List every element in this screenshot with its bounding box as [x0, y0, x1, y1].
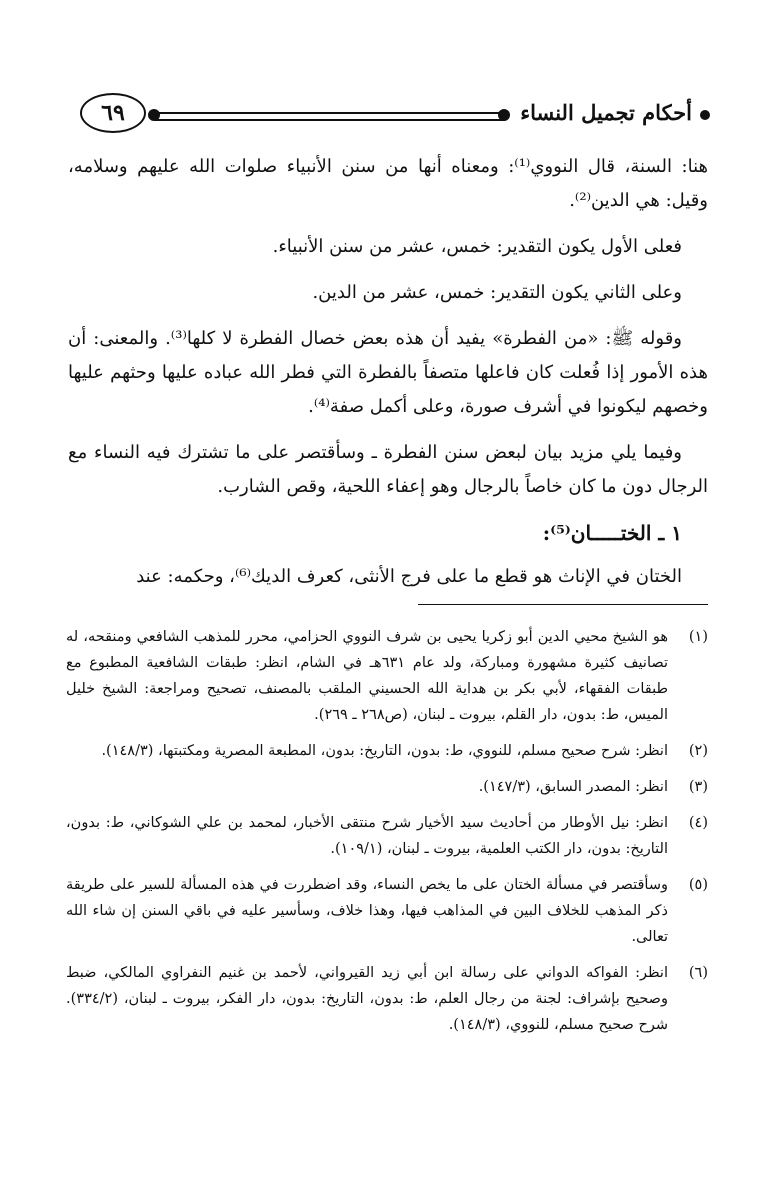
rule-end-dot-icon — [148, 109, 160, 121]
main-text — [68, 150, 708, 606]
footnote — [66, 624, 708, 728]
footnote-number: (١) — [688, 629, 708, 645]
paragraph: وعلى الثاني يكون التقدير: خمس، عشر من الدين. — [312, 282, 682, 303]
footnote — [66, 774, 708, 800]
footnote-text: هو الشيخ محيي الدين أبو زكريا يحيى بن شرف النووي الحزامي، محرر للمذهب الشافعي ومنقحه، له تصانيف كثيرة مشهورة ومباركة، ولد عام ٦٣١هـ في الشام، انظر: طبقات الشافعية المطبوع مع طبقات الفقهاء، لأبي بكر بن هداية الله الحسيني الملقب بالمصنف، تصحيح ومراجعة: الشيخ خليل الميس، ط: بدون، دار القلم، بيروت ـ لبنان، (ص٢٦٨ ـ ٢٦٩). — [66, 629, 668, 723]
footnote — [66, 872, 708, 950]
page-header — [70, 90, 710, 140]
header-rule — [155, 112, 505, 121]
paragraph: وقوله ﷺ: «من الفطرة» يفيد أن هذه بعض خصال الفطرة لا كلها⁽³⁾. والمعنى: أن هذه الأمور إذا فُعلت كان فاعلها متصفاً بالفطرة التي فطر الله عباده عليها وحثهم عليها وخصهم ليكونوا في أشرف صورة، وعلى أكمل صفة⁽⁴⁾. — [68, 328, 708, 417]
footnote-text: انظر: المصدر السابق، (١٤٧/٣). — [478, 779, 668, 795]
footnote-text: انظر: شرح صحيح مسلم، للنووي، ط: بدون، التاريخ: بدون، المطبعة المصرية ومكتبتها، (١٤٨/٣). — [101, 743, 668, 759]
paragraph: الختان في الإناث هو قطع ما على فرج الأنثى، كعرف الديك⁽⁶⁾، وحكمه: عند — [136, 566, 682, 587]
footnote-number: (٢) — [688, 743, 708, 759]
section-heading: ١ ـ الختـــــان⁽⁵⁾: — [542, 521, 682, 545]
footnote-text: انظر: نيل الأوطار من أحاديث سيد الأخيار شرح منتقى الأخبار، لمحمد بن علي الشوكاني، ط: بدون، التاريخ: بدون، دار الكتب العلمية، بيروت ـ لبنان، (١٠٩/١). — [66, 815, 668, 857]
footnote-separator — [418, 604, 708, 605]
footnote — [66, 738, 708, 764]
footnote-number: (٥) — [688, 877, 708, 893]
paragraph: فعلى الأول يكون التقدير: خمس، عشر من سنن الأنبياء. — [272, 236, 682, 257]
footnote-text: وسأقتصر في مسألة الختان على ما يخص النساء، وقد اضطررت في هذه المسألة للسير على طريقة ذكر المذهب للخلاف البين في المذاهب فيها، وهذا خلاف، وسأسير عليه في باقي السنن إن شاء الله تعالى. — [66, 877, 668, 945]
running-title — [520, 100, 710, 125]
footnote-number: (٤) — [688, 815, 708, 831]
paragraph: وفيما يلي مزيد بيان لبعض سنن الفطرة ـ وسأقتصر على ما تشترك فيه النساء مع الرجال دون ما كان خاصاً بالرجال وهو إعفاء اللحية، وقص الشارب. — [68, 442, 708, 497]
footnote-number: (٣) — [688, 779, 708, 795]
footnote-text: انظر: الفواكه الدواني على رسالة ابن أبي زيد القيرواني، لأحمد بن غنيم النفراوي المالكي، ضبط وصحيح بإشراف: لجنة من رجال العلم، ط: بدون، التاريخ: بدون، دار الفكر، بيروت ـ لبنان، (٣٣٤/٢). شرح صحيح مسلم، للنووي، (١٤٨/٣). — [66, 965, 668, 1033]
page-number: ٦٩ — [80, 93, 146, 133]
book-title-text: أحكام تجميل النساء — [520, 100, 692, 125]
footnotes — [66, 624, 708, 1048]
bullet-dot-icon — [700, 110, 710, 120]
paragraph: هنا: السنة، قال النووي⁽¹⁾: ومعناه أنها من سنن الأنبياء صلوات الله عليهم وسلامه، وقيل: هي الدين⁽²⁾. — [68, 156, 708, 211]
footnote — [66, 960, 708, 1038]
footnote-number: (٦) — [688, 965, 708, 981]
footnote — [66, 810, 708, 862]
